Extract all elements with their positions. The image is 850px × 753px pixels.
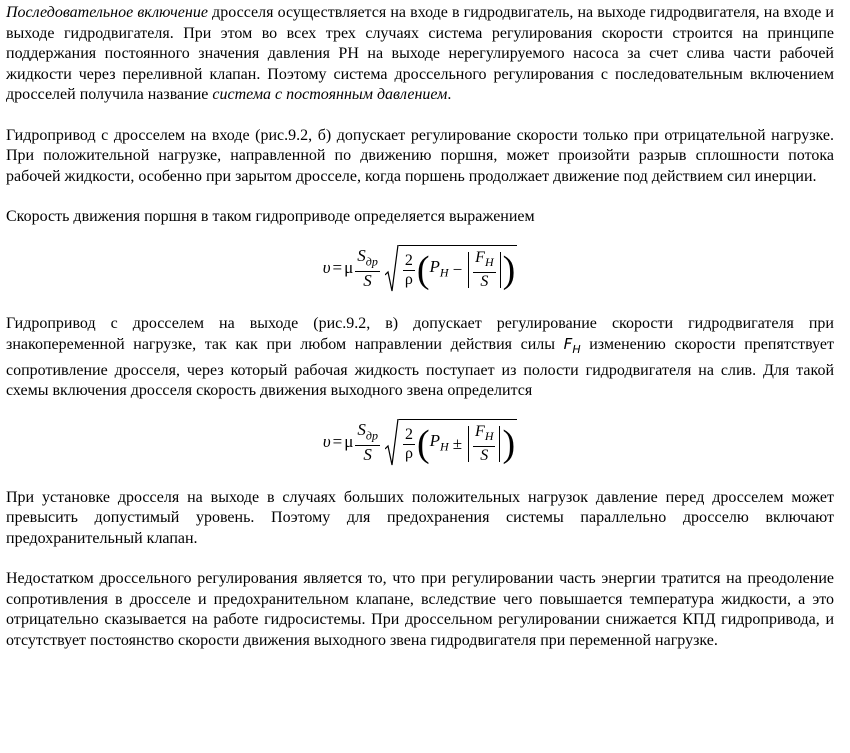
paragraph-2: Гидропривод с дросселем на входе (рис.9.2, б) допускает регулирование скорости только при отрицательной нагрузке. При положительной нагрузке, направленной по движению поршня, может произойти разрыв сплошности потока рабочей жидкости, особенно при зарытом дросселе, когда поршень продолжает движение под действием сил инерции. — [6, 126, 834, 185]
formula-2-p: $P_H$ — [429, 431, 449, 454]
formula-1-mu: μ — [344, 258, 354, 278]
paragraph-1-text: дросселя осуществляется на входе в гидродвигатель, на выходе гидродвигателя, на входе и выходе гидродвигателя. При этом во всех трех случаях система регулирования скорости строится на принципе поддержания постоянного значения давления PH на выходе нерегулируемого насоса за счет слива части рабочей жидкости через переливной клапан. Поэтому система дроссельного регулирования с последовательным включением дросселей получила название — [6, 4, 834, 103]
formula-2-eq: = — [332, 432, 343, 452]
formula-1-sqrt: $\frac{2}{\rho}$ ( $P_H$ − $\frac{F_H}{S}$ ) — [385, 245, 517, 293]
formula-1-den-s: S — [363, 270, 372, 290]
formula-2-num-sub: др — [365, 428, 378, 443]
formula-1-num-sub: др — [365, 254, 378, 269]
paragraph-6: Недостатком дроссельного регулирования является то, что при регулировании часть энергии тратится на преодоление сопротивления в дросселе и предохранительном клапане, вследствие чего повышается температура жидкости, а это отрицательно сказывается на работе гидросистемы. При дроссельном регулировании снижается КПД гидропривода, и отсутствует постоянство скорости движения выходного звена гидродвигателя при переменной нагрузке. — [6, 570, 834, 649]
formula-2-force-fraction: $\frac{F_H}{S}$ — [475, 423, 494, 464]
formula-1-area-fraction — [355, 247, 380, 289]
term-sequential: Последовательное включение — [6, 4, 208, 21]
formula-2-area-fraction — [355, 421, 380, 463]
formula-2-root-num: 2 — [404, 425, 413, 443]
force-symbol: $F_H$ — [563, 335, 581, 356]
formula-2-lhs: υ — [322, 432, 331, 452]
paragraph-1-end: . — [447, 86, 452, 103]
formula-1-p: $P_H$ — [429, 257, 449, 280]
formula-2-root-den: ρ — [404, 444, 413, 462]
formula-2-op: ± — [452, 433, 463, 453]
formula-1-eq: = — [332, 258, 343, 278]
paragraph-1 — [6, 3, 834, 106]
formula-2-num-s: S — [357, 420, 366, 440]
formula-1-lhs: υ — [322, 258, 331, 278]
sqrt-sign-icon — [385, 245, 399, 293]
term-constant-pressure: система с постоянным давлением — [212, 86, 448, 103]
formula-1-num-s: S — [357, 246, 366, 266]
formula-2-mu: μ — [344, 432, 354, 452]
paragraph-3: Скорость движения поршня в таком гидроприводе определяется выражением — [6, 208, 535, 225]
sqrt-sign-icon — [385, 419, 399, 467]
formula-1 — [6, 236, 834, 302]
formula-1-op: − — [452, 259, 463, 279]
formula-1-root-num: 2 — [404, 251, 413, 269]
formula-1-root-den: ρ — [404, 270, 413, 288]
formula-2-sqrt: $\frac{2}{\rho}$ ( $P_H$ ± $\frac{F_H}{S}$ ) — [385, 419, 517, 467]
formula-2 — [6, 410, 834, 476]
formula-2-den-s: S — [363, 444, 372, 464]
paragraph-5: При установке дросселя на выходе в случаях больших положительных нагрузок давление перед дросселем может превысить допустимый уровень. Поэтому для предохранения системы параллельно дросселю включают предохранительный клапан. — [6, 488, 834, 547]
formula-1-force-fraction: $\frac{F_H}{S}$ — [475, 249, 494, 290]
paragraph-4: Гидропривод с дросселем на выходе (рис.9.2, в) допускает регулирование скорости гидродвигателя при знакопеременной нагрузке, так как при любом направлении действия силы $F_H$ изменению скорости препятствует сопротивление дросселя, через который рабочая жидкость поступает из полости гидродвигателя на слив. Для такой схемы включения дросселя скорость движения выходного звена определится — [6, 314, 835, 399]
